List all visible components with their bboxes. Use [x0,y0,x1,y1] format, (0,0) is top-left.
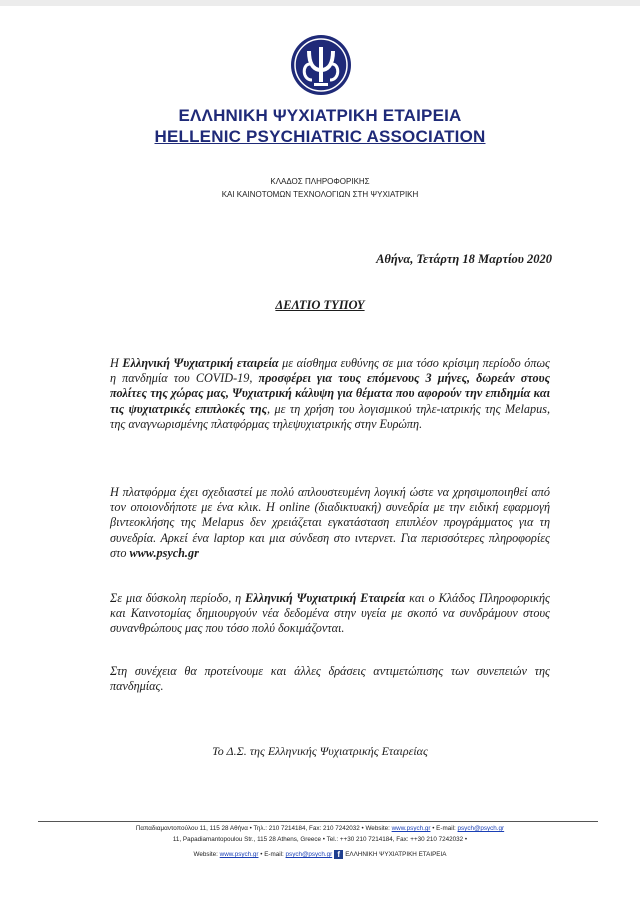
footer-email-link-2[interactable]: psych@psych.gr [285,851,333,859]
paragraph-3-text-a: Σε μια δύσκολη περίοδο, η [110,591,246,605]
paragraph-2-text: Η πλατφόρμα έχει σχεδιαστεί με πολύ απλουστευμένη λογική ώστε να χρησιμοποιηθεί από τον οποιονδήποτε με ένα κλικ. Η online (διαδικτυακή) συνεδρία με την ειδική εφαρμογή βιντεοκλήσης της Melapus δεν χρειάζεται εγκατάσταση επιπλέον προγράμματος για τη συνεδρία. Αρκεί ένα laptop και μια σύνδεση στο ιντερνετ. Για περισσότερες πληροφορίες στο [110,485,550,560]
paragraph-1-text-c: , με τη χρήση του λογισμικού τηλε-ιατρικής της Melapus, της αναγνωρισμένης πλατφόρμας τηλεψυχιατρικής στην Ευρώπη. [110,401,550,431]
paragraph-3-bold: Ελληνική Ψυχιατρική Εταιρεία [245,591,406,605]
website-link[interactable]: www.psych.gr [129,545,199,560]
paragraph-1-text-b: με αίσθημα ευθύνης σε μια τόσο κρίσιμη περίοδο όπως η πανδημία του COVID-19, [110,356,550,386]
facebook-icon[interactable]: f [334,850,343,859]
footer-separator: • E-mail: [430,825,458,832]
footer-website-link[interactable]: www.psych.gr [391,825,431,832]
footer-separator-2: • E-mail: [258,851,286,859]
footer-line-contact [0,850,640,859]
paragraph-2 [110,485,550,561]
paragraph-1-bold-b: προσφέρει για τους επόμενους 3 μήνες, δωρεάν στους πολίτες της χώρας μας, Ψυχιατρική κάλυψη για θέματα που αφορούν την επιδημία και τις ψυχιατρικές επιπλοκές της [110,371,550,416]
footer-email-link[interactable]: psych@psych.gr [457,825,505,832]
paragraph-1-text-a: Η [110,356,123,370]
footer-website-link-2[interactable]: www.psych.gr [219,851,259,859]
facebook-page-label[interactable]: ΕΛΛΗΝΙΚΗ ΨΥΧΙΑΤΡΙΚΗ ΕΤΑΙΡΕΙΑ [345,851,447,859]
footer-line-english: 11, Papadiamantopoulou Str., 115 28 Athens, Greece • Tel.: ++30 210 7214184, Fax: ++30 210 7242032 • [172,836,468,843]
psychiatric-association-logo [290,34,352,96]
org-name-greek: ΕΛΛΗΝΙΚΗ ΨΥΧΙΑΤΡΙΚΗ ΕΤΑΙΡΕΙΑ [178,106,462,125]
press-release-title: ΔΕΛΤΙΟ ΤΥΠΟΥ [275,298,365,312]
press-release-page [0,6,640,909]
branch-name-line1: ΚΛΑΔΟΣ ΠΛΗΡΟΦΟΡΙΚΗΣ [270,177,370,186]
footer-line-greek [0,825,640,832]
document-date: Αθήνα, Τετάρτη 18 Μαρτίου 2020 [376,252,552,266]
paragraph-3 [110,591,550,637]
footer-website-label: Website: [193,851,220,859]
signature: Το Δ.Σ. της Ελληνικής Ψυχιατρικής Εταιρείας [212,744,428,758]
paragraph-1 [110,356,550,432]
paragraph-4: Στη συνέχεια θα προτείνουμε και άλλες δράσεις αντιμετώπισης των συνεπειών της πανδημίας. [110,664,550,694]
paragraph-3-text-b: και ο Κλάδος Πληροφορικής και Καινοτομίας δημιουργούν νέα δεδομένα στην υγεία με σκοπό να συνδράμουν στους συνανθρώπους μας που τόσο πολύ δοκιμάζονται. [110,591,551,636]
footer-address-greek: Παπαδιαμαντοπούλου 11, 115 28 Αθήνα • Τηλ.: 210 7214184, Fax: 210 7242032 • Website: [135,825,392,832]
org-name-english: HELLENIC PSYCHIATRIC ASSOCIATION [154,127,486,146]
paragraph-1-bold-a: Ελληνική Ψυχιατρική εταιρεία [122,356,279,370]
branch-name-line2: ΚΑΙ ΚΑΙΝΟΤΟΜΩΝ ΤΕΧΝΟΛΟΓΙΩΝ ΣΤΗ ΨΥΧΙΑΤΡΙΚΗ [221,190,419,199]
footer-divider [38,821,598,822]
